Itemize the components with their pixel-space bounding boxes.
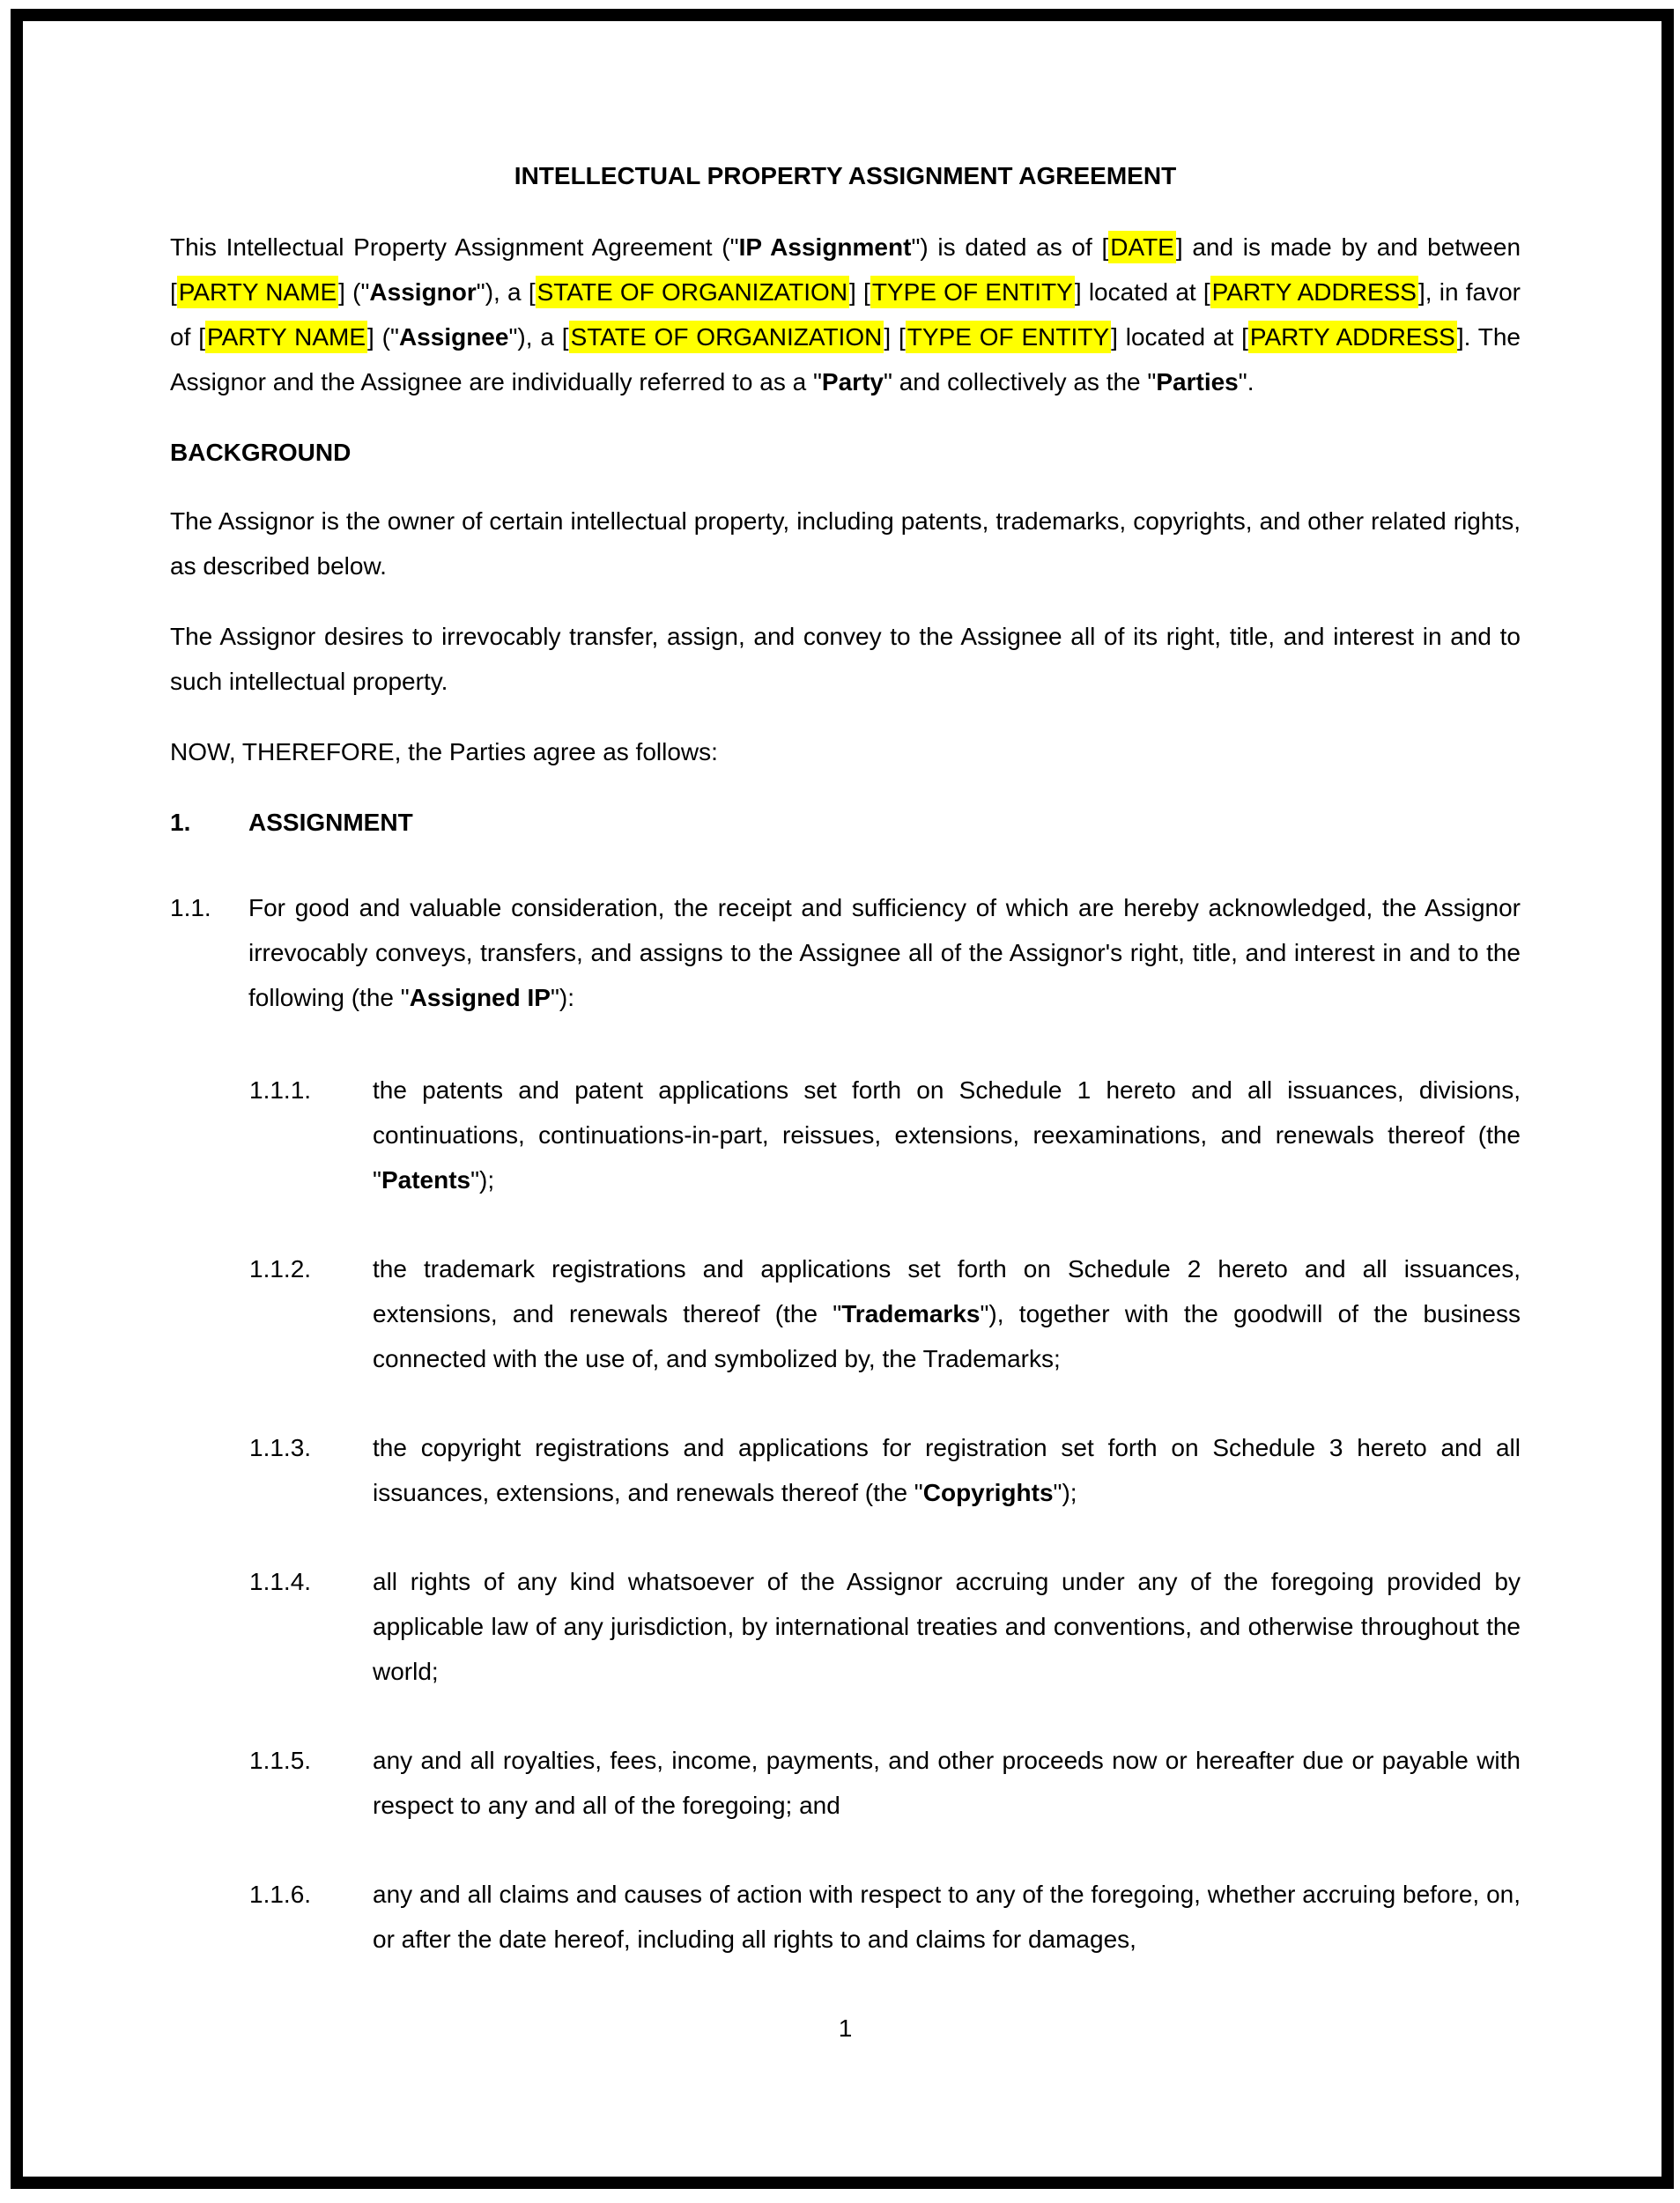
text-run: Trademarks: [841, 1300, 981, 1327]
text-run: ] (": [367, 323, 399, 351]
background-paragraph-1: [170, 499, 1521, 588]
page-number: 1: [838, 2014, 853, 2042]
text-run: " and collectively as the ": [883, 368, 1157, 396]
clause-text: [373, 1738, 1521, 1828]
text-run: "), together with the goodwill of the business connected with the use of, and symbolized by, the Trademarks;: [373, 1300, 1521, 1372]
text-run: The Assignor desires to irrevocably transfer, assign, and convey to the Assignee all of its right, title, and interest in and to such intellectual property.: [170, 623, 1521, 695]
text-run: Assignee: [398, 323, 509, 351]
clause-number: 1.1.1.: [249, 1076, 312, 1104]
placeholder-highlight: TYPE OF ENTITY: [906, 321, 1111, 353]
placeholder-highlight: PARTY ADDRESS: [1210, 276, 1418, 308]
text-run: ] located at [: [1111, 323, 1248, 351]
clause-number: 1.1.5.: [249, 1747, 312, 1774]
clause-text: [373, 1246, 1521, 1381]
text-run: ] located at [: [1074, 278, 1210, 306]
text-run: Copyrights: [922, 1479, 1054, 1506]
text-run: the trademark registrations and applications set forth on Schedule 2 hereto and all issuances, extensions, and renewals thereof (the ": [373, 1255, 1521, 1327]
clause-text: [373, 1559, 1521, 1694]
placeholder-highlight: PARTY ADDRESS: [1248, 321, 1457, 353]
text-run: ");: [470, 1166, 495, 1194]
placeholder-highlight: PARTY NAME: [205, 321, 367, 353]
clause-1-1-5: [170, 1738, 1521, 1828]
text-run: Assigned IP: [409, 984, 551, 1011]
assignment-section-heading: [170, 800, 1521, 845]
clause-text: [248, 885, 1521, 1020]
text-run: Parties: [1156, 368, 1239, 396]
text-run: any and all claims and causes of action with respect to any of the foregoing, whether accruing before, on, or after the date hereof, including all rights to and claims for damages,: [373, 1881, 1521, 1953]
text-run: This Intellectual Property Assignment Agreement (": [170, 233, 739, 261]
clause-1-1-6: [170, 1872, 1521, 1962]
clause-1-1-3: [170, 1425, 1521, 1515]
clause-1-1-2: [170, 1246, 1521, 1381]
text-run: For good and valuable consideration, the receipt and sufficiency of which are hereby acknowledged, the Assignor irrevocably conveys, transfers, and assigns to the Assignee all of the Assignor's right, title, and interest in and to the following (the ": [248, 894, 1521, 1011]
clause-number: 1.1.2.: [249, 1255, 312, 1283]
text-run: ASSIGNMENT: [248, 809, 413, 836]
clause-1-1-4: [170, 1559, 1521, 1694]
text-run: ") is dated as of [: [911, 233, 1109, 261]
text-run: ]. The Assignor and the Assignee are individually referred to as a ": [170, 323, 1521, 396]
clause-1-1-1: [170, 1068, 1521, 1202]
placeholder-highlight: PARTY NAME: [177, 276, 338, 308]
clause-text: [248, 800, 1521, 845]
text-run: the copyright registrations and applications for registration set forth on Schedule 3 hereto and all issuances, extensions, and renewals thereof (the ": [373, 1434, 1521, 1506]
placeholder-highlight: TYPE OF ENTITY: [870, 276, 1075, 308]
text-run: "), a [: [508, 323, 569, 351]
text-run: ], in favor of [: [170, 278, 1521, 351]
now-therefore-paragraph: [170, 729, 1521, 774]
text-run: NOW, THEREFORE, the Parties agree as follows:: [170, 738, 718, 765]
text-run: Patents: [381, 1166, 471, 1194]
clause-text: [373, 1068, 1521, 1202]
clause-1-1: [170, 885, 1521, 1020]
clause-text: [373, 1425, 1521, 1515]
placeholder-highlight: DATE: [1108, 231, 1176, 263]
intro-paragraph: [170, 225, 1521, 404]
text-run: "), a [: [476, 278, 536, 306]
placeholder-highlight: STATE OF ORGANIZATION: [536, 276, 849, 308]
text-run: Assignor: [369, 278, 477, 306]
clause-number: 1.1.: [170, 894, 211, 921]
background-heading: [170, 430, 1521, 475]
placeholder-highlight: STATE OF ORGANIZATION: [569, 321, 884, 353]
text-run: The Assignor is the owner of certain intellectual property, including patents, trademarks, copyrights, and other related rights, as described below.: [170, 507, 1521, 580]
clause-number: 1.1.4.: [249, 1568, 312, 1595]
document-title: INTELLECTUAL PROPERTY ASSIGNMENT AGREEMENT: [514, 162, 1177, 189]
text-run: ".: [1238, 368, 1254, 396]
clause-number: 1.: [170, 809, 191, 836]
background-paragraph-2: [170, 614, 1521, 704]
clause-number: 1.1.6.: [249, 1881, 312, 1908]
text-run: all rights of any kind whatsoever of the Assignor accruing under any of the foregoing provided by applicable law of any jurisdiction, by international treaties and conventions, and otherwise throughout the world;: [373, 1568, 1521, 1685]
text-run: "):: [550, 984, 575, 1011]
page-border: [11, 9, 1674, 2189]
text-run: IP Assignment: [738, 233, 912, 261]
clause-number: 1.1.3.: [249, 1434, 312, 1461]
text-run: any and all royalties, fees, income, payments, and other proceeds now or hereafter due or payable with respect to any and all of the foregoing; and: [373, 1747, 1521, 1819]
document-body: [170, 225, 1521, 1962]
text-run: the patents and patent applications set forth on Schedule 1 hereto and all issuances, divisions, continuations, continuations-in-part, reissues, extensions, reexaminations, and renewals thereof (the ": [373, 1076, 1521, 1194]
text-run: Party: [821, 368, 884, 396]
text-run: BACKGROUND: [170, 439, 352, 466]
text-run: ] [: [849, 278, 870, 306]
text-run: ");: [1053, 1479, 1077, 1506]
text-run: ] (": [338, 278, 370, 306]
text-run: ] and is made by and between [: [170, 233, 1521, 306]
clause-text: [373, 1872, 1521, 1962]
text-run: ] [: [884, 323, 906, 351]
